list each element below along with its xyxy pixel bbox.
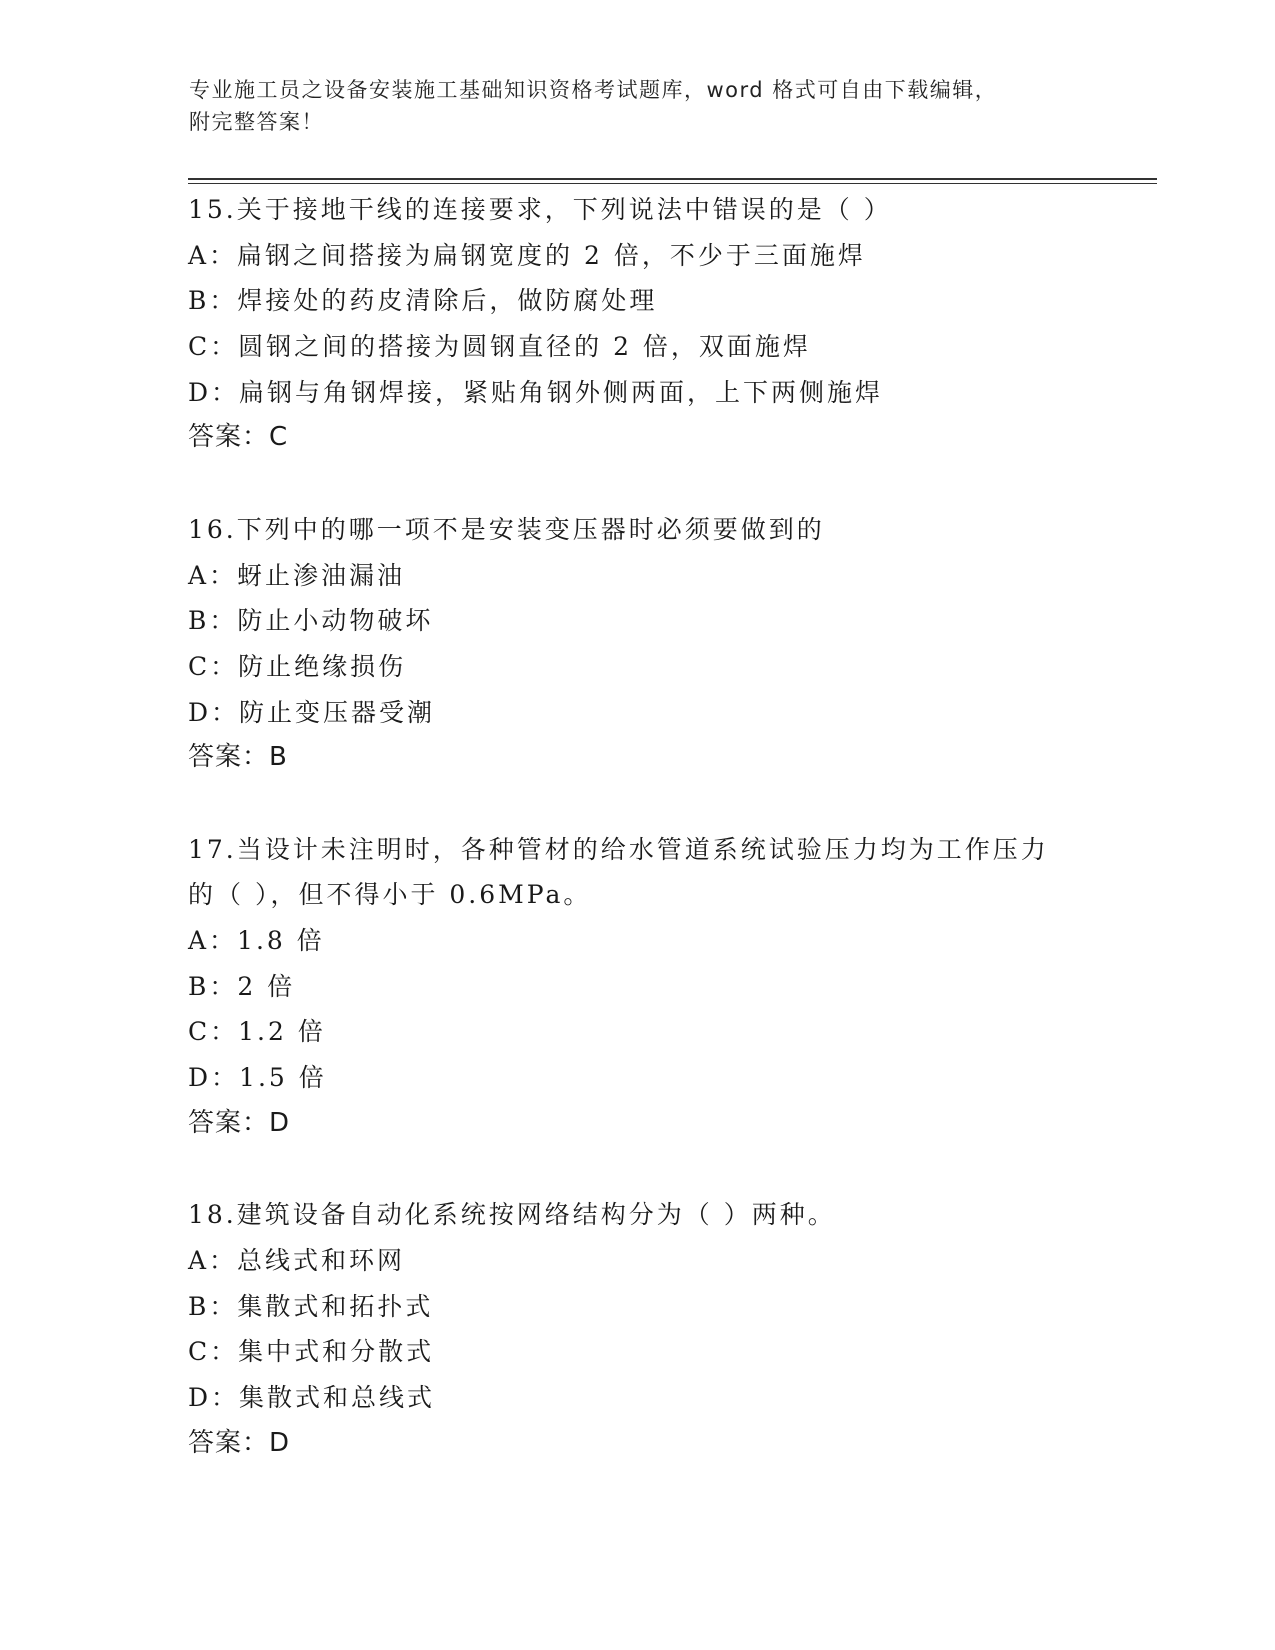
answer-line: 答案：B — [188, 742, 288, 773]
spacer — [188, 1146, 1148, 1192]
answer-line: 答案：C — [188, 422, 289, 453]
option-b: B：焊接处的药皮清除后，做防腐处理 — [188, 286, 658, 316]
header-line-1: 专业施工员之设备安装施工基础知识资格考试题库，word 格式可自由下载编辑， — [189, 78, 998, 102]
question-17 — [188, 827, 1148, 1193]
option-c: C：圆钢之间的搭接为圆钢直径的 2 倍，双面施焊 — [188, 332, 811, 362]
document-header — [189, 74, 1089, 138]
question-stem: 18.建筑设备自动化系统按网络结构分为（ ）两种。 — [188, 1200, 836, 1230]
question-18 — [188, 1192, 1148, 1466]
question-stem: 16.下列中的哪一项不是安装变压器时必须要做到的 — [188, 514, 825, 544]
option-a: A：扁钢之间搭接为扁钢宽度的 2 倍，不少于三面施焊 — [188, 240, 866, 270]
question-stem-continued: 的（ ），但不得小于 0.6MPa。 — [188, 880, 592, 910]
header-line-2: 附完整答案！ — [189, 110, 324, 134]
question-15 — [188, 187, 1148, 507]
option-d: D：防止变压器受潮 — [188, 697, 436, 727]
spacer — [188, 781, 1148, 827]
option-a: A：蚜止渗油漏油 — [188, 560, 406, 590]
option-b: B：2 倍 — [188, 971, 296, 1001]
question-stem: 15.关于接地干线的连接要求，下列说法中错误的是（ ） — [188, 195, 892, 224]
question-stem: 17.当设计未注明时，各种管材的给水管道系统试验压力均为工作压力 — [188, 834, 1049, 864]
answer-line: 答案：D — [188, 1107, 291, 1138]
question-list — [188, 187, 1148, 1466]
option-c: C：防止绝缘损伤 — [188, 651, 407, 681]
spacer — [188, 461, 1148, 507]
option-b: B：集散式和拓扑式 — [188, 1291, 434, 1321]
option-c: C：1.2 倍 — [188, 1017, 326, 1047]
option-a: A：1.8 倍 — [188, 926, 325, 955]
header-divider — [188, 178, 1157, 184]
answer-line: 答案：D — [188, 1427, 291, 1458]
option-d: D：1.5 倍 — [188, 1063, 327, 1093]
option-b: B：防止小动物破坏 — [188, 606, 434, 636]
option-c: C：集中式和分散式 — [188, 1337, 435, 1367]
option-a: A：总线式和环网 — [188, 1245, 406, 1275]
option-d: D：扁钢与角钢焊接，紧贴角钢外侧两面，上下两侧施焊 — [188, 377, 884, 407]
option-d: D：集散式和总线式 — [188, 1382, 436, 1412]
question-16 — [188, 507, 1148, 827]
